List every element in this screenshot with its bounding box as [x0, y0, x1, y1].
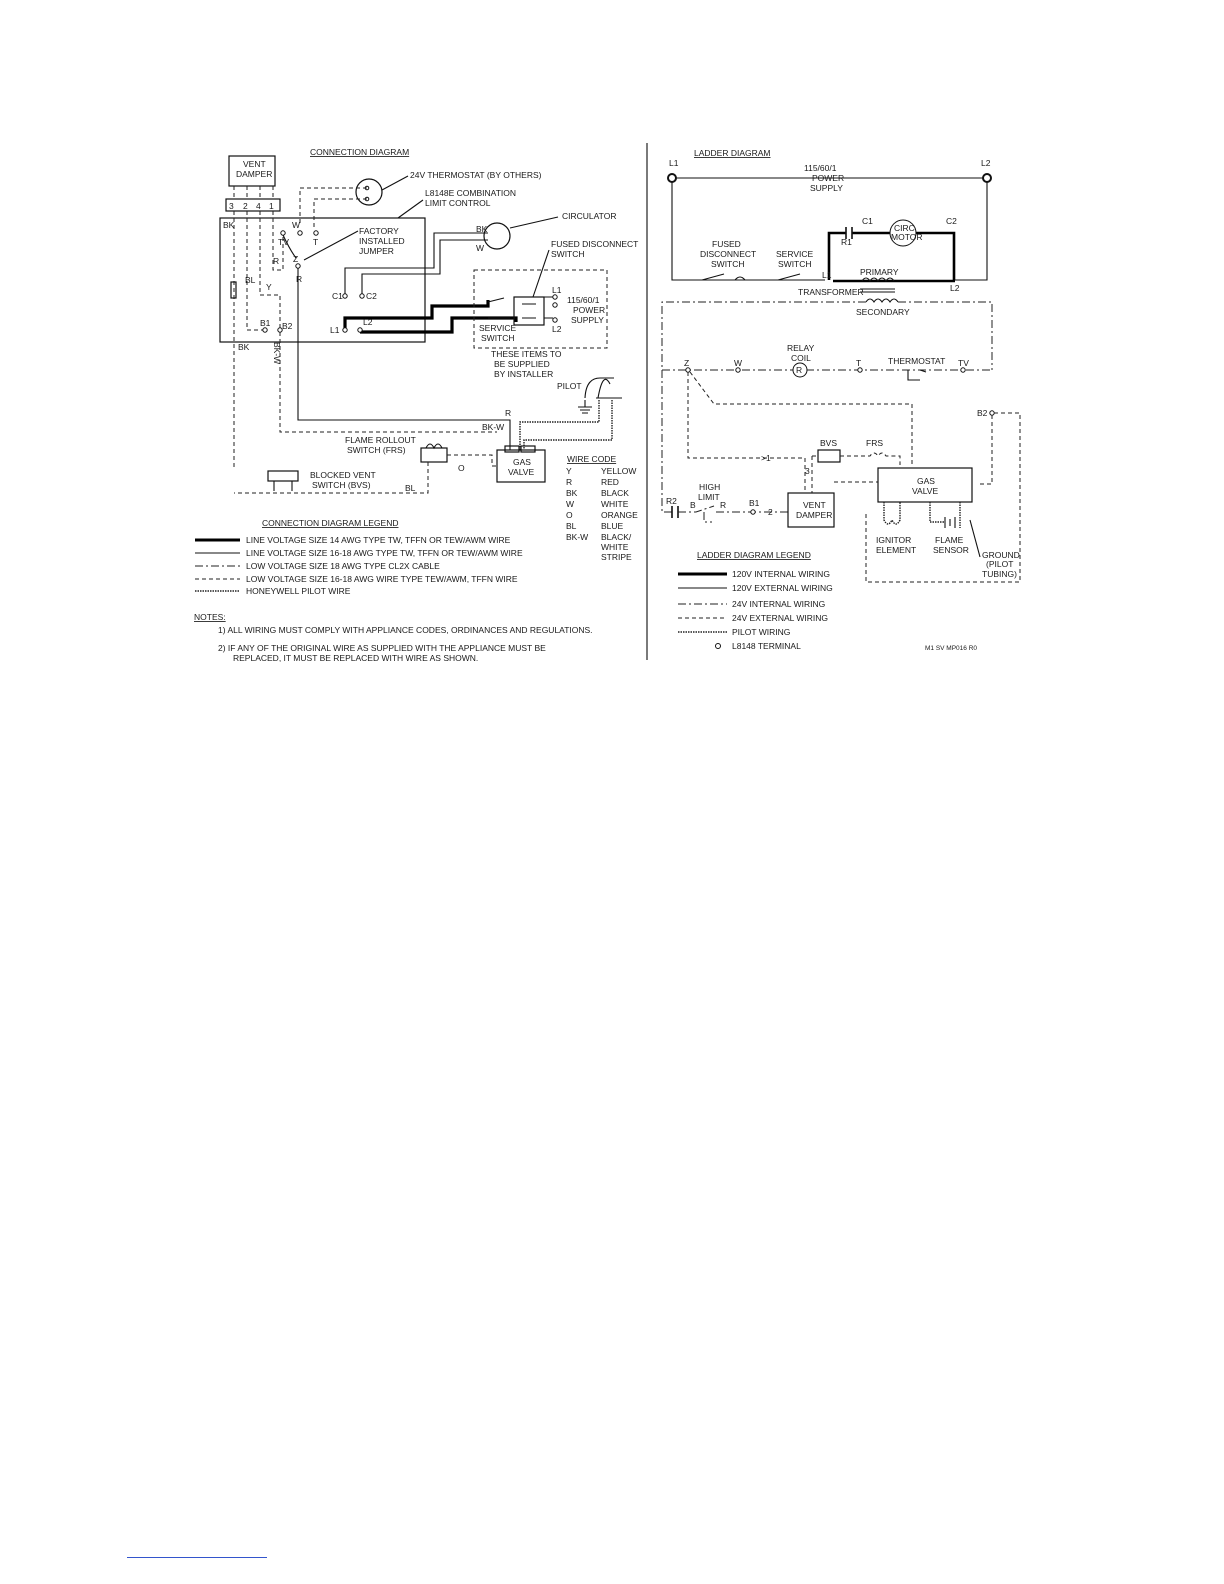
connection-legend-item-1: LINE VOLTAGE SIZE 16-18 AWG TYPE TW, TFFN OR TEW/AWM WIRE	[246, 548, 523, 558]
blocked-vent-legs	[274, 481, 292, 491]
vent-damper-label-1: VENT	[243, 159, 266, 169]
ladder-l2-terminal	[983, 174, 991, 182]
ladder-arrow-2-label: 2	[768, 507, 773, 517]
supply-terminal-mid	[553, 303, 557, 307]
connection-diagram-title: CONNECTION DIAGRAM	[310, 147, 410, 157]
ladder-terminal-z	[686, 368, 690, 372]
installer-note-3: BY INSTALLER	[494, 369, 554, 379]
label-z-term: Z	[293, 254, 299, 264]
fused-disconnect-switch	[514, 297, 544, 325]
connection-legend-item-2: LOW VOLTAGE SIZE 18 AWG TYPE CL2X CABLE	[246, 561, 440, 571]
supply-label-l2: L2	[552, 324, 562, 334]
label-bk-lower: BK	[238, 342, 250, 352]
ladder-high-limit-2: LIMIT	[698, 492, 720, 502]
thermostat-label: 24V THERMOSTAT (BY OTHERS)	[410, 170, 542, 180]
jumper-label-1: FACTORY	[359, 226, 399, 236]
terminal-tv	[281, 231, 285, 235]
vent-damper-leads	[234, 186, 273, 199]
ladder-power-label-3: SUPPLY	[810, 183, 843, 193]
label-l1-term: L1	[330, 325, 340, 335]
installer-note-1: THESE ITEMS TO	[491, 349, 562, 359]
circulator-symbol	[484, 223, 510, 249]
blocked-vent-label-1: BLOCKED VENT	[310, 470, 376, 480]
wire-code-name-2: BLACK	[601, 488, 629, 498]
jumper-label-3: JUMPER	[359, 246, 394, 256]
ladder-legend-title: LADDER DIAGRAM LEGEND	[697, 550, 811, 560]
wire-code-table	[566, 466, 638, 562]
ladder-circ-label-1: CIRC	[894, 223, 915, 233]
ladder-l2-inner: L2	[950, 283, 960, 293]
ladder-l1-terminal	[668, 174, 676, 182]
power-supply-label-3: SUPPLY	[571, 315, 604, 325]
ladder-vent-damper-label-1: VENT	[803, 500, 826, 510]
ladder-power-label-2: POWER	[812, 173, 845, 183]
thermostat-symbol	[356, 179, 382, 205]
ladder-tv-label: TV	[958, 358, 969, 368]
ladder-legend-item-1: 120V EXTERNAL WIRING	[732, 583, 833, 593]
ladder-ground-label-3: TUBING)	[982, 569, 1017, 579]
blocked-vent-label-2: SWITCH (BVS)	[312, 480, 371, 490]
ladder-ground-label-1: GROUND	[982, 550, 1020, 560]
ladder-relay-symbol: R	[796, 365, 803, 375]
terminal-b2	[278, 328, 282, 332]
label-y-box: Y	[266, 282, 272, 292]
vd-terminal-4: 4	[256, 201, 261, 211]
gas-valve-connector-a	[505, 446, 519, 452]
ladder-legend-terminal-swatch	[716, 644, 721, 649]
switch-contacts	[488, 297, 553, 318]
limit-control-label-2: LIMIT CONTROL	[425, 198, 491, 208]
connection-legend-title: CONNECTION DIAGRAM LEGEND	[262, 518, 399, 528]
fused-disconnect-label-2: SWITCH	[551, 249, 585, 259]
label-c2-term: C2	[366, 291, 377, 301]
terminal-w	[298, 231, 302, 235]
fused-disconnect-leader	[533, 250, 549, 297]
ladder-b2-label: B2	[977, 408, 988, 418]
ladder-service-label-1: SERVICE	[776, 249, 814, 259]
ladder-z-label: Z	[684, 358, 690, 368]
ladder-gas-valve-label-1: GAS	[917, 476, 935, 486]
circulator-label: CIRCULATOR	[562, 211, 617, 221]
label-r-box: R	[296, 274, 303, 284]
ladder-bvs-frs-wire	[812, 453, 900, 493]
label-o-frs: O	[458, 463, 465, 473]
pilot-wires	[520, 400, 612, 450]
flame-rollout-label-2: SWITCH (FRS)	[347, 445, 406, 455]
wire-code-name-0: YELLOW	[601, 466, 637, 476]
ladder-ground-label-2: (PILOT	[986, 559, 1014, 569]
wire-bk-w-to-gas-valve	[280, 332, 497, 432]
ladder-transformer-core	[860, 289, 895, 292]
ladder-l1-inner: L1	[822, 270, 832, 280]
ladder-bvs-label: BVS	[820, 438, 838, 448]
ladder-24v-rails	[662, 302, 992, 512]
wire-code-extra-1: STRIPE	[601, 552, 632, 562]
ladder-terminal-tv	[961, 368, 965, 372]
connection-legend-item-3: LOW VOLTAGE SIZE 16-18 AWG WIRE TYPE TEW/AWM, TFFN WIRE	[246, 574, 518, 584]
supply-label-l1: L1	[552, 285, 562, 295]
label-l2-term: L2	[363, 317, 373, 327]
ladder-terminal-b2	[990, 411, 994, 415]
ladder-fused-label-1: FUSED	[712, 239, 741, 249]
ladder-arrow-3: 3	[805, 466, 810, 476]
label-r-gv: R	[505, 408, 512, 418]
vent-damper-label-2: DAMPER	[236, 169, 273, 179]
installer-note-2: BE SUPPLIED	[494, 359, 550, 369]
terminal-b1	[263, 328, 267, 332]
wire-code-abbr-4: O	[566, 510, 573, 520]
label-bl-box: BL	[245, 275, 256, 285]
service-switch-label-1: SERVICE	[479, 323, 517, 333]
ladder-high-limit-1: HIGH	[699, 482, 721, 492]
ladder-w-label: W	[734, 358, 743, 368]
ladder-arrow-1: >1	[761, 453, 771, 463]
vd-terminal-2: 2	[243, 201, 248, 211]
power-supply-label-2: POWER	[573, 305, 606, 315]
label-w-circ: W	[476, 243, 485, 253]
wire-code-name-6: BLACK/	[601, 532, 632, 542]
ladder-service-switch	[778, 274, 800, 280]
notes-title: NOTES:	[194, 612, 226, 622]
ladder-l1-label: L1	[669, 158, 679, 168]
ladder-c2-label: C2	[946, 216, 957, 226]
thermostat-wires	[300, 188, 367, 228]
wire-code-abbr-2: BK	[566, 488, 578, 498]
terminal-l2	[358, 328, 362, 332]
ladder-r1-label: R1	[841, 237, 852, 247]
ladder-ground-leader	[970, 520, 980, 557]
flame-rollout-element	[426, 444, 442, 448]
label-t-term: T	[313, 237, 319, 247]
ladder-terminal-w	[736, 368, 740, 372]
connection-legend-item-0: LINE VOLTAGE SIZE 14 AWG TYPE TW, TFFN OR TEW/AWM WIRE	[246, 535, 511, 545]
ladder-figure-code: M1 SV MP016 R0	[925, 645, 978, 652]
ladder-fused-switch	[702, 274, 745, 280]
connection-legend-item-4: HONEYWELL PILOT WIRE	[246, 586, 351, 596]
ladder-sensor-symbol	[945, 517, 955, 528]
ladder-flame-label-2: SENSOR	[933, 545, 969, 555]
ladder-legend-item-4: PILOT WIRING	[732, 627, 791, 637]
ladder-flame-label-1: FLAME	[935, 535, 964, 545]
vd-terminal-3: 3	[229, 201, 234, 211]
ladder-fused-label-2: DISCONNECT	[700, 249, 757, 259]
flame-rollout-switch	[421, 448, 447, 462]
label-r-jumper: R	[273, 256, 280, 266]
wire-code-name-1: RED	[601, 477, 619, 487]
limit-control-label-1: L8148E COMBINATION	[425, 188, 517, 198]
wire-code-name-4: ORANGE	[601, 510, 638, 520]
supply-terminal-l1	[553, 295, 557, 299]
ladder-r2-contact	[672, 506, 678, 518]
terminal-c1	[343, 294, 347, 298]
blocked-vent-switch	[268, 471, 298, 481]
ladder-transformer-label: TRANSFORMER	[798, 287, 864, 297]
wire-code-abbr-6: BK-W	[566, 532, 589, 542]
wire-code-title: WIRE CODE	[567, 454, 617, 464]
ladder-legend-item-2: 24V INTERNAL WIRING	[732, 599, 826, 609]
terminal-c2	[360, 294, 364, 298]
vd-terminal-1: 1	[269, 201, 274, 211]
label-bk-circ: BK	[476, 224, 488, 234]
ladder-primary-label: PRIMARY	[860, 267, 899, 277]
ladder-thermostat-label: THERMOSTAT	[888, 356, 946, 366]
ladder-legend-item-5: L8148 TERMINAL	[732, 641, 801, 651]
ladder-legend-item-3: 24V EXTERNAL WIRING	[732, 613, 829, 623]
ladder-b1-label: B1	[749, 498, 760, 508]
terminal-t	[314, 231, 318, 235]
ladder-ignitor-element	[884, 502, 900, 524]
ladder-t-label: T	[856, 358, 862, 368]
ladder-relay-label-2: COIL	[791, 353, 811, 363]
label-bkw-gv: BK-W	[482, 422, 505, 432]
gas-valve-label-2: VALVE	[508, 467, 535, 477]
wire-code-name-5: BLUE	[601, 521, 624, 531]
service-switch-label-2: SWITCH	[481, 333, 515, 343]
ladder-bvs-switch	[818, 450, 840, 462]
fused-disconnect-label-1: FUSED DISCONNECT	[551, 239, 639, 249]
supply-terminal-l2	[553, 318, 557, 322]
ladder-ignitor-label-1: IGNITOR	[876, 535, 912, 545]
vent-damper-harness	[234, 211, 283, 470]
ladder-relay-label-1: RELAY	[787, 343, 815, 353]
wire-code-abbr-3: W	[566, 499, 575, 509]
ladder-diagram-title: LADDER DIAGRAM	[694, 148, 771, 158]
ladder-r2-label: R2	[666, 496, 677, 506]
note-item-0: 1) ALL WIRING MUST COMPLY WITH APPLIANCE CODES, ORDINANCES AND REGULATIONS.	[218, 625, 593, 635]
ladder-b-label: B	[690, 500, 696, 510]
ladder-thermostat-contact	[908, 370, 926, 380]
ladder-power-label-1: 115/60/1	[804, 163, 837, 173]
label-b2-term: B2	[282, 321, 293, 331]
wire-code-extra-0: WHITE	[601, 542, 629, 552]
label-bl-bvs: BL	[405, 483, 416, 493]
gas-valve-label-1: GAS	[513, 457, 531, 467]
ladder-terminal-b1	[751, 510, 755, 514]
ladder-gas-valve-label-2: VALVE	[912, 486, 939, 496]
wire-code-name-3: WHITE	[601, 499, 629, 509]
wire-r-to-gas-valve	[298, 268, 510, 450]
pilot-burner	[585, 378, 622, 398]
thermostat-leader	[382, 176, 408, 190]
note-item-2: REPLACED, IT MUST BE REPLACED WITH WIRE AS SHOWN.	[233, 653, 479, 663]
circulator-leader	[510, 217, 558, 228]
ladder-ignitor-label-2: ELEMENT	[876, 545, 917, 555]
ladder-secondary-coil	[866, 299, 898, 302]
ladder-fused-label-3: SWITCH	[711, 259, 745, 269]
ladder-vent-damper-label-2: DAMPER	[796, 510, 833, 520]
terminal-l1	[343, 328, 347, 332]
ladder-terminal-t	[858, 368, 862, 372]
limit-control-leader	[398, 200, 423, 218]
label-b1-term: B1	[260, 318, 271, 328]
ladder-r-label: R	[720, 500, 727, 510]
wire-code-abbr-0: Y	[566, 466, 572, 476]
pilot-label: PILOT	[557, 381, 582, 391]
footer-link-underline	[127, 1557, 267, 1558]
label-bk-box: BK	[223, 220, 235, 230]
note-item-1: 2) IF ANY OF THE ORIGINAL WIRE AS SUPPLIED WITH THE APPLIANCE MUST BE	[218, 643, 546, 653]
label-w-term: W	[292, 220, 301, 230]
ladder-secondary-label: SECONDARY	[856, 307, 910, 317]
label-bkw-vertical: BK-W	[272, 342, 282, 365]
ladder-frs-label: FRS	[866, 438, 883, 448]
ladder-circ-label-2: MOTOR	[891, 232, 923, 242]
ladder-legend-item-0: 120V INTERNAL WIRING	[732, 569, 830, 579]
gas-valve-connector-b	[521, 446, 535, 452]
label-c1-term: C1	[332, 291, 343, 301]
power-supply-label-1: 115/60/1	[567, 295, 600, 305]
terminal-z	[296, 264, 300, 268]
ladder-c1-label: C1	[862, 216, 873, 226]
ladder-service-label-2: SWITCH	[778, 259, 812, 269]
wire-code-abbr-1: R	[566, 477, 573, 487]
ladder-l2-label: L2	[981, 158, 991, 168]
wire-code-abbr-5: BL	[566, 521, 577, 531]
jumper-label-2: INSTALLED	[359, 236, 405, 246]
flame-rollout-label-1: FLAME ROLLOUT	[345, 435, 416, 445]
pilot-ground	[578, 400, 592, 413]
label-tv-term: TV	[278, 237, 289, 247]
